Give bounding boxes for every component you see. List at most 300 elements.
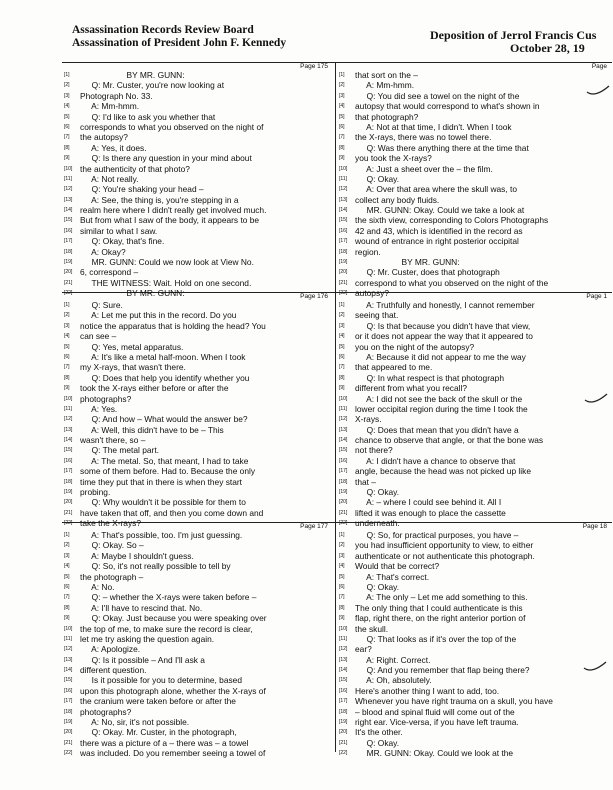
line-number: [16]: [339, 227, 348, 234]
line-text: lifted it was enough to place the cassette: [355, 507, 506, 518]
line-text: A: I did not see the back of the skull or the: [355, 393, 523, 404]
line-number: [19]: [64, 719, 73, 726]
line-number: [5]: [64, 113, 70, 120]
transcript-line: [339, 456, 611, 466]
line-number: [9]: [339, 615, 345, 622]
board-title: Assassination Records Review Board: [72, 24, 254, 36]
line-number: [18]: [339, 708, 348, 715]
line-number: [10]: [339, 625, 348, 632]
line-number: [11]: [64, 635, 72, 642]
line-number: [1]: [64, 72, 70, 78]
line-text: Q: And how – What would the answer be?: [80, 414, 248, 425]
transcript-line: [64, 551, 332, 561]
transcript-line: [64, 477, 332, 487]
transcript-line: [64, 132, 332, 142]
line-text: Whenever you have right trauma on a skull, you have: [355, 696, 553, 707]
transcript-line: [339, 707, 611, 717]
transcript-line: [339, 665, 611, 675]
transcript-line: [64, 184, 332, 194]
line-number: [7]: [339, 364, 345, 371]
line-text: Q: Mr. Custer, does that photograph: [355, 267, 500, 278]
line-text: Is it possible for you to determine, based: [80, 675, 242, 686]
transcript-lines: [339, 300, 611, 529]
line-number: [9]: [64, 155, 70, 162]
transcript-page: [339, 523, 611, 759]
line-number: [17]: [339, 468, 348, 475]
line-text: Q: That looks as if it's over the top of the: [355, 633, 517, 644]
line-number: [9]: [64, 385, 70, 392]
line-number: [7]: [64, 364, 70, 371]
line-text: underneath.: [355, 518, 400, 529]
line-text: Q: Okay. Just because you were speaking over: [80, 613, 267, 624]
line-number: [11]: [64, 175, 72, 182]
transcript-line: [339, 383, 611, 393]
line-text: A: Yes.: [80, 403, 118, 414]
line-text: Q: Is that because you didn't have that view,: [355, 320, 531, 331]
transcript-line: [339, 414, 611, 424]
line-number: [20]: [64, 729, 73, 736]
line-number: [1]: [64, 302, 70, 308]
transcript-line: [339, 278, 611, 288]
line-text: that sort on the –: [355, 70, 418, 80]
transcript-line: [339, 122, 611, 132]
line-text: can see –: [80, 331, 117, 342]
line-text: the sixth view, corresponding to Colors Photographs: [355, 215, 549, 226]
line-text: Would that be correct?: [355, 561, 440, 572]
transcript-line: [64, 445, 332, 455]
line-number: [2]: [339, 542, 345, 549]
line-number: [2]: [64, 82, 70, 89]
line-number: [1]: [64, 532, 70, 538]
transcript-line: [64, 404, 332, 414]
transcript-page: [339, 63, 611, 299]
line-text: Q: And you remember that flap being there?: [355, 665, 530, 676]
line-number: [9]: [64, 615, 70, 622]
line-text: Q: So, for practical purposes, you have –: [355, 530, 519, 540]
line-text: you took the X-rays?: [355, 153, 432, 164]
transcript-line: [339, 572, 611, 582]
line-number: [5]: [339, 113, 345, 120]
transcript-line: [64, 91, 332, 101]
transcript-line: [64, 257, 332, 267]
line-number: [10]: [64, 165, 73, 172]
line-text: A: Well, this didn't have to be – This: [80, 424, 224, 435]
line-text: not there?: [355, 445, 393, 456]
transcript-line: [339, 91, 611, 101]
line-text: Q: You're shaking your head –: [80, 184, 204, 195]
transcript-line: [339, 70, 611, 80]
line-number: [10]: [64, 395, 73, 402]
transcript-line: [64, 508, 332, 518]
line-number: [15]: [64, 447, 73, 454]
line-number: [15]: [64, 677, 73, 684]
line-number: [12]: [64, 186, 73, 193]
line-number: [14]: [64, 667, 73, 674]
transcript-line: [339, 530, 611, 540]
line-text: A: No, sir, it's not possible.: [80, 717, 190, 728]
line-number: [10]: [64, 625, 73, 632]
line-number: [13]: [339, 656, 348, 663]
line-text: was included. Do you remember seeing a towel of: [80, 748, 266, 759]
transcript-line: [64, 603, 332, 613]
line-text: angle, because the head was not picked up like: [355, 466, 531, 477]
line-number: [8]: [339, 604, 345, 611]
line-text: Q: Does that help you identify whether you: [80, 372, 250, 383]
line-number: [20]: [339, 499, 348, 506]
transcript-line: [339, 487, 611, 497]
line-text: – blood and spinal fluid will come out of the: [355, 706, 515, 717]
transcript-lines: [64, 70, 332, 299]
page-number: Page 18: [582, 523, 607, 530]
line-text: A: That's possible, too. I'm just guessing.: [80, 530, 243, 540]
line-text: that photograph?: [355, 111, 419, 122]
line-text: wasn't there, so –: [80, 435, 146, 446]
transcript-line: [64, 174, 332, 184]
line-text: It's the other.: [355, 727, 403, 738]
line-text: A: Right. Correct.: [355, 654, 431, 665]
line-text: Q: Why wouldn't it be possible for them to: [80, 497, 246, 508]
line-text: Here's another thing I want to add, too.: [355, 685, 500, 696]
line-number: [11]: [339, 175, 347, 182]
line-text: Q: In what respect is that photograph: [355, 372, 504, 383]
line-text: wound of entrance in right posterior occipital: [355, 236, 519, 247]
line-number: [3]: [339, 92, 345, 99]
transcript-line: [64, 236, 332, 246]
line-number: [19]: [339, 259, 348, 266]
transcript-line: [339, 300, 611, 310]
transcript-line: [339, 153, 611, 163]
line-text: photographs?: [80, 393, 132, 404]
line-text: Q: Okay. So –: [80, 540, 144, 551]
transcript-line: [64, 497, 332, 507]
transcript-line: [64, 686, 332, 696]
line-number: [14]: [64, 437, 73, 444]
line-text: Q: I'd like to ask you whether that: [80, 111, 216, 122]
line-number: [17]: [339, 698, 348, 705]
transcript-line: [64, 592, 332, 602]
line-number: [16]: [339, 687, 348, 694]
line-number: [2]: [64, 542, 70, 549]
transcript-line: [64, 215, 332, 225]
transcript-line: [339, 634, 611, 644]
line-number: [21]: [339, 739, 348, 746]
line-number: [18]: [64, 708, 73, 715]
transcript-line: [339, 342, 611, 352]
line-text: authenticate or not authenticate this photograph.: [355, 550, 535, 561]
line-text: corresponds to what you observed on the night of: [80, 121, 264, 132]
line-number: [19]: [64, 489, 73, 496]
transcript-line: [339, 143, 611, 153]
line-text: A: The only – Let me add something to this.: [355, 592, 528, 603]
line-text: Q: Okay.: [355, 173, 400, 184]
line-text: you had insufficient opportunity to view, to either: [355, 540, 534, 551]
transcript-line: [64, 321, 332, 331]
line-text: A: It's like a metal half-moon. When I took: [80, 351, 246, 362]
page-number: Page: [591, 63, 607, 70]
line-number: [22]: [339, 290, 348, 297]
line-text: Q: Okay.: [355, 581, 400, 592]
transcript-line: [64, 634, 332, 644]
line-number: [5]: [64, 573, 70, 580]
line-text: region.: [355, 246, 381, 257]
line-text: that –: [355, 476, 376, 487]
line-number: [22]: [64, 750, 73, 757]
line-text: A: Apologize.: [80, 644, 141, 655]
transcript-line: [339, 738, 611, 748]
transcript-line: [64, 582, 332, 592]
line-text: the skull.: [355, 623, 389, 634]
transcript-line: [339, 696, 611, 706]
line-text: the autopsy?: [80, 132, 128, 143]
line-text: the cranium were taken before or after the: [80, 696, 236, 707]
line-text: time they put that in there is when they start: [80, 476, 242, 487]
transcript-line: [339, 352, 611, 362]
transcript-line: [64, 425, 332, 435]
line-text: Q: Does that mean that you didn't have a: [355, 424, 519, 435]
line-number: [7]: [64, 134, 70, 141]
transcript-line: [339, 132, 611, 142]
transcript-line: [64, 748, 332, 758]
transcript-line: [64, 153, 332, 163]
transcript-line: [339, 508, 611, 518]
line-text: right ear. Vice-versa, if you have left trauma.: [355, 717, 519, 728]
check-mark-icon: [582, 660, 610, 676]
transcript-line: [339, 205, 611, 215]
transcript-line: [64, 466, 332, 476]
line-text: chance to observe that angle, or that the bone was: [355, 435, 544, 446]
line-text: A: Mm-hmm.: [355, 80, 415, 91]
line-number: [10]: [339, 395, 348, 402]
page-number: Page 1: [586, 293, 607, 300]
line-text: Q: – whether the X-rays were taken before –: [80, 592, 257, 603]
transcript-line: [64, 707, 332, 717]
line-number: [14]: [64, 207, 73, 214]
line-text: flap, right there, on the right anterior portion of: [355, 613, 526, 624]
transcript-line: [64, 624, 332, 634]
line-number: [10]: [339, 165, 348, 172]
line-text: or it does not appear the way that it appeared to: [355, 331, 533, 342]
line-number: [13]: [339, 426, 348, 433]
transcript-line: [339, 174, 611, 184]
line-number: [4]: [339, 103, 345, 110]
line-text: Q: Was there anything there at the time that: [355, 142, 529, 153]
line-number: [2]: [339, 82, 345, 89]
line-number: [1]: [339, 532, 345, 538]
line-text: MR. GUNN: Could we now look at View No.: [80, 257, 254, 268]
line-text: A: Let me put this in the record. Do you: [80, 310, 237, 321]
line-text: Q: You did see a towel on the night of the: [355, 90, 520, 101]
line-text: realm here where I didn't really get involved much.: [80, 205, 267, 216]
line-text: autopsy?: [355, 288, 389, 299]
transcript-line: [64, 310, 332, 320]
transcript-line: [339, 717, 611, 727]
line-number: [15]: [339, 447, 348, 454]
line-number: [21]: [64, 739, 73, 746]
line-number: [3]: [64, 552, 70, 559]
line-text: Q: Okay. Mr. Custer, in the photograph,: [80, 727, 237, 738]
transcript-line: [339, 582, 611, 592]
transcript-line: [64, 561, 332, 571]
check-mark-icon: [583, 392, 611, 408]
line-text: MR. GUNN: Okay. Could we take a look at: [355, 205, 525, 216]
transcript-line: [339, 497, 611, 507]
check-mark-icon: [585, 84, 613, 100]
line-number: [2]: [64, 312, 70, 319]
line-text: you on the night of the autopsy?: [355, 341, 475, 352]
line-number: [18]: [339, 478, 348, 485]
line-number: [12]: [64, 646, 73, 653]
line-number: [17]: [339, 238, 348, 245]
transcript-line: [64, 727, 332, 737]
transcript-line: [339, 112, 611, 122]
line-number: [5]: [339, 573, 345, 580]
line-text: ear?: [355, 644, 372, 655]
line-text: 42 and 43, which is identified in the record as: [355, 225, 523, 236]
transcript-line: [339, 727, 611, 737]
line-text: take the X-rays?: [80, 518, 141, 529]
page-number: Page 176: [300, 293, 328, 300]
line-text: A: No.: [80, 581, 115, 592]
line-text: The only thing that I could authenticate is this: [355, 602, 523, 613]
transcript-line: [339, 613, 611, 623]
line-text: A: Maybe I shouldn't guess.: [80, 550, 194, 561]
page-number: Page 175: [300, 63, 328, 70]
line-number: [8]: [339, 374, 345, 381]
line-number: [16]: [339, 457, 348, 464]
line-text: Photograph No. 33.: [80, 90, 153, 101]
column-divider: [335, 62, 336, 752]
line-number: [1]: [339, 302, 345, 308]
line-text: let me try asking the question again.: [80, 633, 215, 644]
line-text: autopsy that would correspond to what's shown in: [355, 101, 540, 112]
transcript-line: [339, 331, 611, 341]
transcript-line: [339, 603, 611, 613]
line-text: different from what you recall?: [355, 383, 468, 394]
transcript-line: [64, 675, 332, 685]
line-text: A: Because it did not appear to me the way: [355, 351, 526, 362]
transcript-line: [339, 247, 611, 257]
transcript-line: [339, 540, 611, 550]
line-text: A: Oh, absolutely.: [355, 675, 432, 686]
transcript-line: [64, 205, 332, 215]
line-number: [4]: [64, 333, 70, 340]
line-text: A: Truthfully and honestly, I cannot remember: [355, 300, 535, 310]
line-text: have taken that off, and then you come down and: [80, 507, 264, 518]
transcript-line: [339, 164, 611, 174]
line-number: [19]: [64, 259, 73, 266]
transcript-line: [64, 70, 332, 80]
line-text: that appeared to me.: [355, 362, 433, 373]
line-number: [18]: [64, 248, 73, 255]
line-number: [16]: [64, 227, 73, 234]
transcript-line: [339, 310, 611, 320]
transcript-line: [64, 717, 332, 727]
line-number: [6]: [64, 583, 70, 590]
page-number: Page 177: [300, 523, 328, 530]
line-number: [19]: [339, 719, 348, 726]
line-text: Q: Yes, metal apparatus.: [80, 341, 184, 352]
line-text: took the X-rays either before or after the: [80, 383, 229, 394]
line-text: A: Not really.: [80, 173, 139, 184]
transcript-line: [64, 613, 332, 623]
transcript-line: [339, 373, 611, 383]
line-number: [21]: [339, 509, 348, 516]
line-number: [12]: [339, 646, 348, 653]
line-number: [17]: [64, 468, 73, 475]
transcript-line: [339, 226, 611, 236]
line-number: [20]: [64, 499, 73, 506]
transcript-line: [64, 487, 332, 497]
transcript-line: [64, 435, 332, 445]
line-number: [11]: [64, 405, 72, 412]
line-number: [17]: [64, 698, 73, 705]
line-text: A: I didn't have a chance to observe that: [355, 455, 516, 466]
transcript-line: [64, 352, 332, 362]
transcript-line: [339, 624, 611, 634]
line-number: [5]: [339, 343, 345, 350]
line-text: lower occipital region during the time I took the: [355, 403, 528, 414]
line-number: [15]: [339, 677, 348, 684]
line-number: [21]: [339, 279, 348, 286]
transcript-line: [64, 267, 332, 277]
line-number: [7]: [64, 594, 70, 601]
transcript-line: [64, 373, 332, 383]
line-number: [13]: [64, 426, 73, 433]
transcript-line: [339, 435, 611, 445]
line-number: [13]: [64, 656, 73, 663]
line-text: upon this photograph alone, whether the X-rays of: [80, 685, 266, 696]
transcript-line: [64, 572, 332, 582]
line-text: A: See, the thing is, you're stepping in a: [80, 194, 239, 205]
line-text: A: Not at that time, I didn't. When I took: [355, 121, 512, 132]
line-text: the photograph –: [80, 571, 144, 582]
line-number: [19]: [339, 489, 348, 496]
transcript-line: [64, 195, 332, 205]
line-number: [22]: [64, 520, 73, 527]
line-number: [22]: [339, 520, 348, 527]
line-text: there was a picture of a – there was – a towel: [80, 737, 249, 748]
line-number: [17]: [64, 238, 73, 245]
line-number: [13]: [339, 196, 348, 203]
line-number: [4]: [339, 333, 345, 340]
transcript-line: [339, 551, 611, 561]
line-number: [3]: [64, 322, 70, 329]
line-number: [7]: [339, 594, 345, 601]
line-text: Q: So, it's not really possible to tell by: [80, 561, 231, 572]
transcript-line: [64, 112, 332, 122]
line-number: [15]: [64, 217, 73, 224]
transcript-line: [64, 665, 332, 675]
line-text: the X-rays, there was no towel there.: [355, 132, 492, 143]
line-text: X-rays.: [355, 414, 382, 425]
deposition-date: October 28, 19: [510, 41, 585, 55]
transcript-line: [64, 226, 332, 236]
line-text: some of them before. Had to. Because the only: [80, 466, 256, 477]
line-text: similar to what I saw.: [80, 225, 158, 236]
line-number: [14]: [339, 667, 348, 674]
transcript-line: [339, 561, 611, 571]
transcript-line: [64, 331, 332, 341]
line-number: [3]: [64, 92, 70, 99]
transcript-line: [64, 383, 332, 393]
transcript-line: [339, 644, 611, 654]
line-text: the top of me, to make sure the record is clear,: [80, 623, 253, 634]
transcript-lines: [64, 300, 332, 529]
transcript-line: [64, 394, 332, 404]
line-text: BY MR. GUNN:: [80, 70, 185, 80]
line-number: [2]: [339, 312, 345, 319]
line-number: [20]: [339, 269, 348, 276]
